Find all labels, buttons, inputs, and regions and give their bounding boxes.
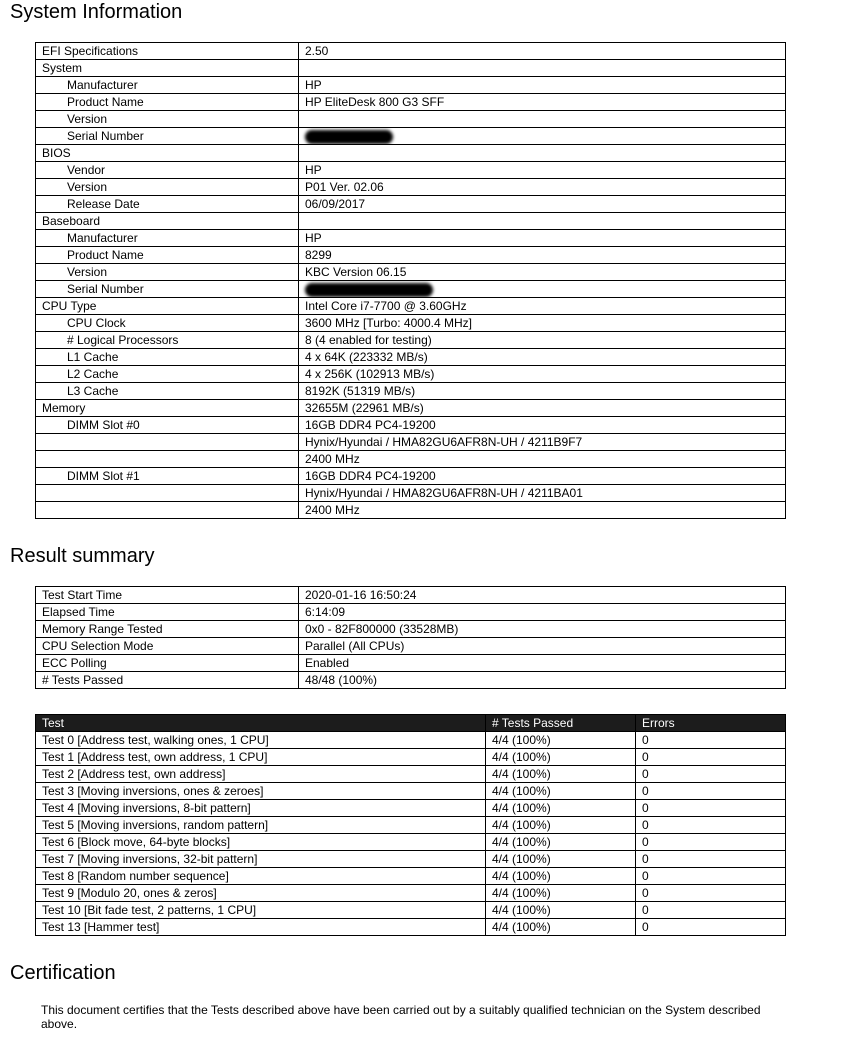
system-info-label: Baseboard <box>36 213 299 230</box>
system-info-row <box>36 502 786 519</box>
certification-text: This document certifies that the Tests described above have been carried out by a suitably qualified technician on the System described above. <box>41 1003 761 1031</box>
test-passed: 4/4 (100%) <box>486 885 636 902</box>
system-info-row <box>36 281 786 298</box>
system-info-label: Product Name <box>36 247 299 264</box>
system-info-label: L3 Cache <box>36 383 299 400</box>
test-row <box>36 885 786 902</box>
system-info-row <box>36 128 786 145</box>
system-info-row <box>36 349 786 366</box>
test-row <box>36 783 786 800</box>
summary-row <box>36 655 786 672</box>
summary-row <box>36 621 786 638</box>
system-info-value: 8 (4 enabled for testing) <box>299 332 786 349</box>
test-passed: 4/4 (100%) <box>486 783 636 800</box>
system-info-label: L1 Cache <box>36 349 299 366</box>
system-info-label: Version <box>36 111 299 128</box>
system-info-row <box>36 366 786 383</box>
system-info-label: # Logical Processors <box>36 332 299 349</box>
system-info-value: HP <box>299 230 786 247</box>
test-name: Test 4 [Moving inversions, 8-bit pattern] <box>36 800 486 817</box>
test-name: Test 7 [Moving inversions, 32-bit pattern] <box>36 851 486 868</box>
test-errors: 0 <box>636 817 786 834</box>
system-info-row <box>36 43 786 60</box>
system-info-row <box>36 162 786 179</box>
system-info-value <box>299 60 786 77</box>
system-info-label: CPU Type <box>36 298 299 315</box>
system-info-label: Release Date <box>36 196 299 213</box>
system-info-label: Product Name <box>36 94 299 111</box>
system-info-row <box>36 179 786 196</box>
test-row <box>36 817 786 834</box>
system-info-value: 06/09/2017 <box>299 196 786 213</box>
system-info-label: Version <box>36 264 299 281</box>
system-info-row <box>36 60 786 77</box>
test-row <box>36 766 786 783</box>
system-info-value <box>299 213 786 230</box>
test-passed: 4/4 (100%) <box>486 919 636 936</box>
system-info-value: 8192K (51319 MB/s) <box>299 383 786 400</box>
test-row <box>36 749 786 766</box>
system-info-row <box>36 485 786 502</box>
summary-row <box>36 587 786 604</box>
test-errors: 0 <box>636 766 786 783</box>
test-column-header: Test <box>36 715 486 732</box>
system-info-row <box>36 417 786 434</box>
redacted-serial-mark <box>305 130 393 144</box>
test-name: Test 3 [Moving inversions, ones & zeroes] <box>36 783 486 800</box>
system-info-label: Manufacturer <box>36 77 299 94</box>
system-info-value: 2.50 <box>299 43 786 60</box>
system-info-value: KBC Version 06.15 <box>299 264 786 281</box>
system-info-label: Version <box>36 179 299 196</box>
system-info-label: Serial Number <box>36 128 299 145</box>
test-errors: 0 <box>636 732 786 749</box>
summary-label: CPU Selection Mode <box>36 638 299 655</box>
test-errors: 0 <box>636 902 786 919</box>
system-info-row <box>36 332 786 349</box>
system-info-value: 16GB DDR4 PC4-19200 <box>299 468 786 485</box>
system-information-table <box>35 42 786 519</box>
test-name: Test 9 [Modulo 20, ones & zeros] <box>36 885 486 902</box>
test-name: Test 5 [Moving inversions, random pattern] <box>36 817 486 834</box>
system-info-row <box>36 111 786 128</box>
system-info-row <box>36 230 786 247</box>
system-info-value: 4 x 256K (102913 MB/s) <box>299 366 786 383</box>
test-row <box>36 834 786 851</box>
redacted-serial-mark <box>305 283 433 297</box>
test-passed: 4/4 (100%) <box>486 800 636 817</box>
test-errors: 0 <box>636 800 786 817</box>
test-row <box>36 800 786 817</box>
system-info-value: 3600 MHz [Turbo: 4000.4 MHz] <box>299 315 786 332</box>
system-info-row <box>36 196 786 213</box>
test-errors: 0 <box>636 868 786 885</box>
system-info-row <box>36 247 786 264</box>
test-passed: 4/4 (100%) <box>486 817 636 834</box>
test-row <box>36 919 786 936</box>
system-info-row <box>36 383 786 400</box>
test-errors: 0 <box>636 919 786 936</box>
test-row <box>36 732 786 749</box>
test-errors: 0 <box>636 834 786 851</box>
test-row <box>36 902 786 919</box>
summary-row <box>36 638 786 655</box>
system-info-value: 2400 MHz <box>299 502 786 519</box>
result-summary-table <box>35 586 786 689</box>
system-info-value: P01 Ver. 02.06 <box>299 179 786 196</box>
test-passed: 4/4 (100%) <box>486 902 636 919</box>
system-info-label: DIMM Slot #1 <box>36 468 299 485</box>
system-info-value: 32655M (22961 MB/s) <box>299 400 786 417</box>
test-passed: 4/4 (100%) <box>486 834 636 851</box>
test-passed: 4/4 (100%) <box>486 851 636 868</box>
result-summary-heading: Result summary <box>10 545 155 567</box>
test-passed: 4/4 (100%) <box>486 732 636 749</box>
system-info-value: Intel Core i7-7700 @ 3.60GHz <box>299 298 786 315</box>
summary-value: 2020-01-16 16:50:24 <box>299 587 786 604</box>
system-info-row <box>36 315 786 332</box>
tests-table <box>35 714 786 936</box>
system-info-value: HP <box>299 77 786 94</box>
test-errors: 0 <box>636 749 786 766</box>
test-name: Test 6 [Block move, 64-byte blocks] <box>36 834 486 851</box>
system-info-label <box>36 434 299 451</box>
system-info-row <box>36 77 786 94</box>
system-info-row <box>36 264 786 281</box>
system-info-label: System <box>36 60 299 77</box>
system-info-label: Manufacturer <box>36 230 299 247</box>
system-info-value <box>299 128 786 145</box>
system-info-value: 8299 <box>299 247 786 264</box>
system-info-label: Memory <box>36 400 299 417</box>
system-info-label: Vendor <box>36 162 299 179</box>
test-errors: 0 <box>636 885 786 902</box>
system-info-value: Hynix/Hyundai / HMA82GU6AFR8N-UH / 4211BA01 <box>299 485 786 502</box>
summary-label: Memory Range Tested <box>36 621 299 638</box>
summary-row <box>36 604 786 621</box>
system-info-value <box>299 145 786 162</box>
system-info-label <box>36 485 299 502</box>
test-row <box>36 851 786 868</box>
summary-label: Elapsed Time <box>36 604 299 621</box>
summary-label: ECC Polling <box>36 655 299 672</box>
test-name: Test 2 [Address test, own address] <box>36 766 486 783</box>
test-name: Test 1 [Address test, own address, 1 CPU] <box>36 749 486 766</box>
system-info-label: CPU Clock <box>36 315 299 332</box>
system-info-label: BIOS <box>36 145 299 162</box>
passed-column-header: # Tests Passed <box>486 715 636 732</box>
system-info-row <box>36 94 786 111</box>
system-info-row <box>36 145 786 162</box>
system-info-value: 2400 MHz <box>299 451 786 468</box>
errors-column-header: Errors <box>636 715 786 732</box>
test-name: Test 10 [Bit fade test, 2 patterns, 1 CPU] <box>36 902 486 919</box>
test-name: Test 13 [Hammer test] <box>36 919 486 936</box>
summary-row <box>36 672 786 689</box>
test-row <box>36 868 786 885</box>
system-info-label: Serial Number <box>36 281 299 298</box>
summary-label: # Tests Passed <box>36 672 299 689</box>
system-info-row <box>36 400 786 417</box>
test-errors: 0 <box>636 851 786 868</box>
system-info-value: 4 x 64K (223332 MB/s) <box>299 349 786 366</box>
test-passed: 4/4 (100%) <box>486 868 636 885</box>
summary-value: 48/48 (100%) <box>299 672 786 689</box>
system-info-row <box>36 451 786 468</box>
system-info-label <box>36 502 299 519</box>
system-info-row <box>36 298 786 315</box>
summary-value: Parallel (All CPUs) <box>299 638 786 655</box>
system-info-label: L2 Cache <box>36 366 299 383</box>
system-information-heading: System Information <box>10 1 183 23</box>
tests-header-row <box>36 715 786 732</box>
system-info-value: HP <box>299 162 786 179</box>
system-info-label: EFI Specifications <box>36 43 299 60</box>
system-info-label <box>36 451 299 468</box>
system-info-value: 16GB DDR4 PC4-19200 <box>299 417 786 434</box>
test-name: Test 0 [Address test, walking ones, 1 CPU] <box>36 732 486 749</box>
system-info-value <box>299 281 786 298</box>
test-passed: 4/4 (100%) <box>486 766 636 783</box>
system-info-value: Hynix/Hyundai / HMA82GU6AFR8N-UH / 4211B9F7 <box>299 434 786 451</box>
system-info-value: HP EliteDesk 800 G3 SFF <box>299 94 786 111</box>
system-info-label: DIMM Slot #0 <box>36 417 299 434</box>
test-name: Test 8 [Random number sequence] <box>36 868 486 885</box>
summary-label: Test Start Time <box>36 587 299 604</box>
system-info-row <box>36 434 786 451</box>
system-info-row <box>36 213 786 230</box>
summary-value: 6:14:09 <box>299 604 786 621</box>
test-passed: 4/4 (100%) <box>486 749 636 766</box>
certification-heading: Certification <box>10 962 116 984</box>
test-errors: 0 <box>636 783 786 800</box>
summary-value: 0x0 - 82F800000 (33528MB) <box>299 621 786 638</box>
system-info-row <box>36 468 786 485</box>
summary-value: Enabled <box>299 655 786 672</box>
system-info-value <box>299 111 786 128</box>
